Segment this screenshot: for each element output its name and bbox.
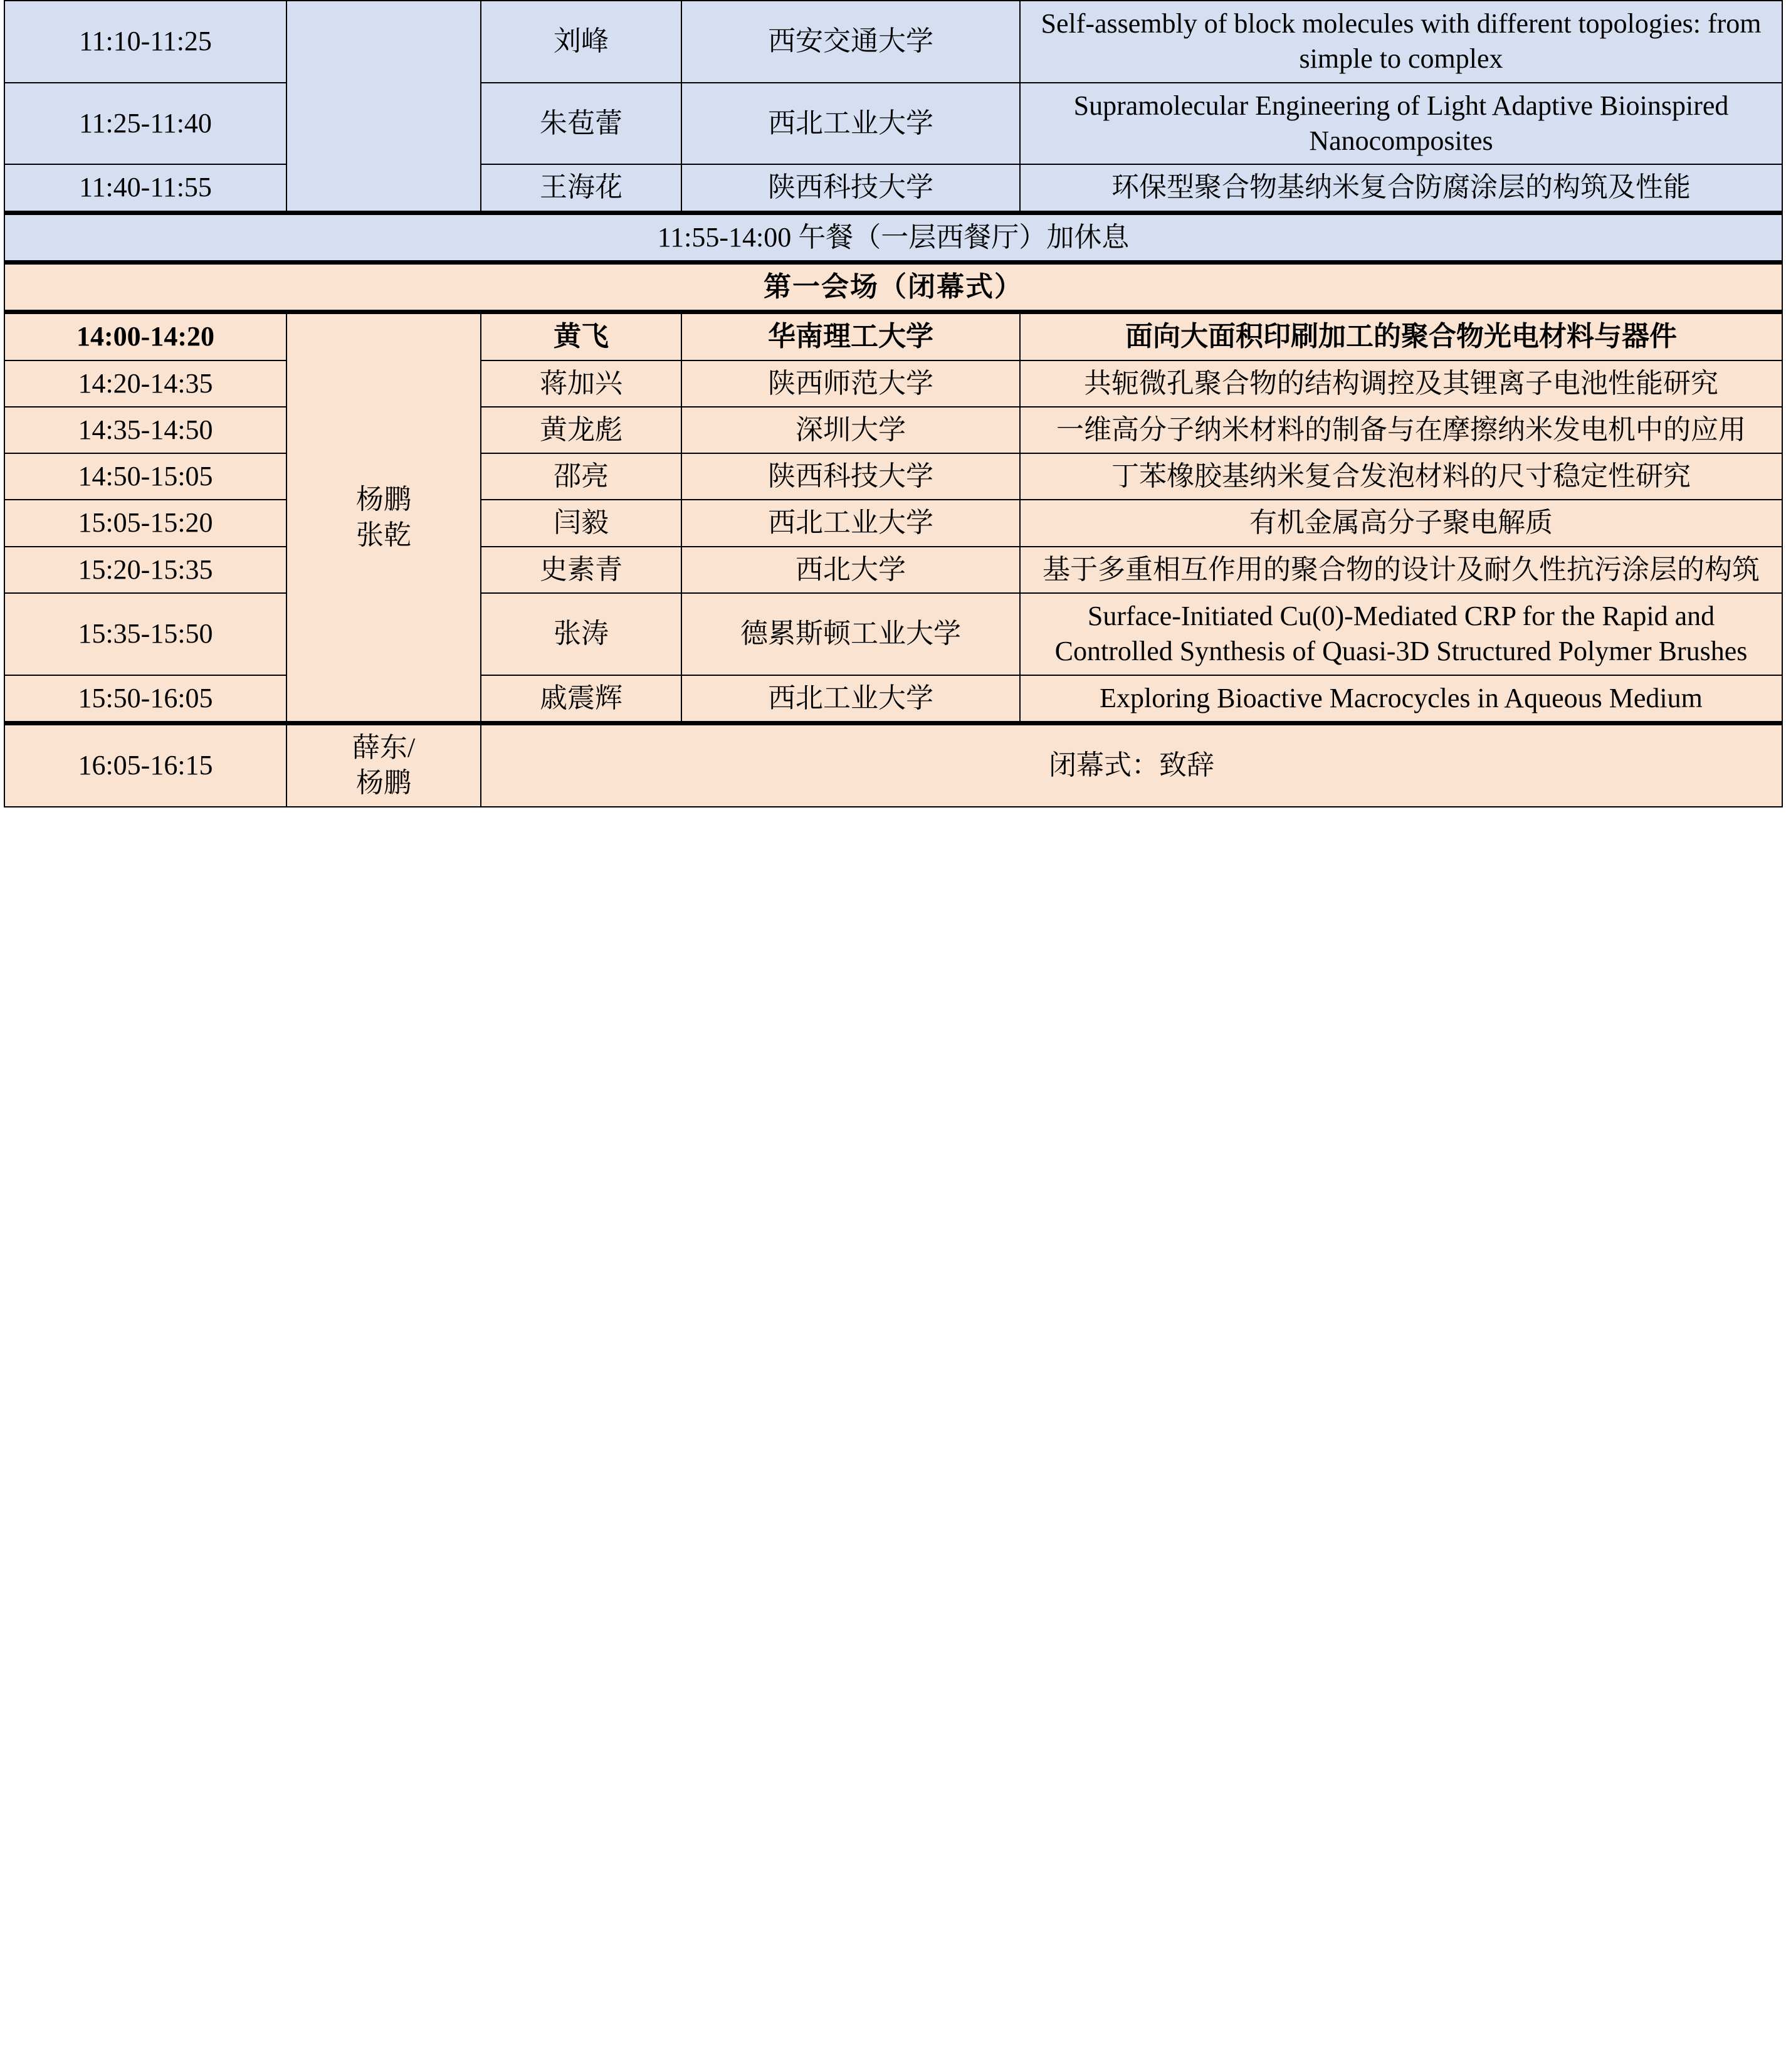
- section-header-row: [4, 262, 1782, 312]
- cell-affiliation: 深圳大学: [681, 407, 1020, 453]
- cell-chair: [286, 312, 481, 723]
- cell-talk-title: 有机金属高分子聚电解质: [1020, 500, 1782, 546]
- cell-time: 14:50-15:05: [4, 453, 286, 500]
- cell-chair: [286, 723, 481, 807]
- cell-affiliation: 陕西科技大学: [681, 453, 1020, 500]
- closing-chair-1: 薛东/: [352, 732, 416, 763]
- cell-speaker-name: 刘峰: [481, 1, 681, 83]
- cell-talk-title: Self-assembly of block molecules with different topologies: from simple to complex: [1020, 1, 1782, 83]
- cell-speaker-name: 邵亮: [481, 453, 681, 500]
- closing-ceremony-text: 闭幕式：致辞: [481, 723, 1782, 807]
- cell-speaker-name: 黄龙彪: [481, 407, 681, 453]
- cell-affiliation: 华南理工大学: [681, 312, 1020, 360]
- cell-time: 15:35-15:50: [4, 593, 286, 675]
- cell-talk-title: 丁苯橡胶基纳米复合发泡材料的尺寸稳定性研究: [1020, 453, 1782, 500]
- closing-chair-2: 杨鹏: [356, 767, 411, 799]
- cell-speaker-name: 王海花: [481, 164, 681, 213]
- cell-talk-title: 共轭微孔聚合物的结构调控及其锂离子电池性能研究: [1020, 360, 1782, 407]
- cell-affiliation: 西安交通大学: [681, 1, 1020, 83]
- cell-time: 15:05-15:20: [4, 500, 286, 546]
- table-row: [4, 593, 1782, 675]
- table-row: [4, 83, 1782, 165]
- cell-talk-title: Supramolecular Engineering of Light Adaptive Bioinspired Nanocomposites: [1020, 83, 1782, 165]
- schedule-page: [0, 0, 1786, 807]
- cell-time: 15:20-15:35: [4, 547, 286, 593]
- cell-talk-title: 环保型聚合物基纳米复合防腐涂层的构筑及性能: [1020, 164, 1782, 213]
- cell-speaker-name: 闫毅: [481, 500, 681, 546]
- cell-speaker-name: 史素青: [481, 547, 681, 593]
- cell-time: 16:05-16:15: [4, 723, 286, 807]
- cell-talk-title: 面向大面积印刷加工的聚合物光电材料与器件: [1020, 312, 1782, 360]
- cell-time: 11:25-11:40: [4, 83, 286, 165]
- cell-speaker-name: 蒋加兴: [481, 360, 681, 407]
- cell-chair: [286, 1, 481, 213]
- cell-speaker-name: 戚震辉: [481, 675, 681, 723]
- cell-affiliation: 德累斯顿工业大学: [681, 593, 1020, 675]
- table-row: [4, 1, 1782, 83]
- cell-talk-title: Exploring Bioactive Macrocycles in Aqueous Medium: [1020, 675, 1782, 723]
- table-row: [4, 164, 1782, 213]
- cell-talk-title: Surface-Initiated Cu(0)-Mediated CRP for the Rapid and Controlled Synthesis of Quasi-3D Structured Polymer Brushes: [1020, 593, 1782, 675]
- cell-affiliation: 陕西科技大学: [681, 164, 1020, 213]
- closing-ceremony-row: [4, 723, 1782, 807]
- table-row: [4, 453, 1782, 500]
- cell-affiliation: 西北大学: [681, 547, 1020, 593]
- cell-talk-title: 基于多重相互作用的聚合物的设计及耐久性抗污涂层的构筑: [1020, 547, 1782, 593]
- cell-affiliation: 陕西师范大学: [681, 360, 1020, 407]
- table-row: [4, 500, 1782, 546]
- lunch-break-row: [4, 213, 1782, 262]
- cell-time: 11:10-11:25: [4, 1, 286, 83]
- cell-affiliation: 西北工业大学: [681, 675, 1020, 723]
- table-row: [4, 675, 1782, 723]
- cell-affiliation: 西北工业大学: [681, 500, 1020, 546]
- cell-time: 14:20-14:35: [4, 360, 286, 407]
- cell-affiliation: 西北工业大学: [681, 83, 1020, 165]
- section-title: 第一会场（闭幕式）: [4, 262, 1782, 312]
- chair-name-2: 张乾: [356, 519, 411, 550]
- schedule-table: [4, 0, 1783, 807]
- table-row: [4, 312, 1782, 360]
- cell-time: 14:00-14:20: [4, 312, 286, 360]
- cell-time: 11:40-11:55: [4, 164, 286, 213]
- cell-talk-title: 一维高分子纳米材料的制备与在摩擦纳米发电机中的应用: [1020, 407, 1782, 453]
- cell-speaker-name: 黄飞: [481, 312, 681, 360]
- table-row: [4, 407, 1782, 453]
- table-row: [4, 360, 1782, 407]
- cell-time: 15:50-16:05: [4, 675, 286, 723]
- lunch-break-text: 11:55-14:00 午餐（一层西餐厅）加休息: [4, 213, 1782, 262]
- chair-name-1: 杨鹏: [356, 484, 411, 515]
- table-row: [4, 547, 1782, 593]
- cell-speaker-name: 朱苞蕾: [481, 83, 681, 165]
- cell-time: 14:35-14:50: [4, 407, 286, 453]
- cell-speaker-name: 张涛: [481, 593, 681, 675]
